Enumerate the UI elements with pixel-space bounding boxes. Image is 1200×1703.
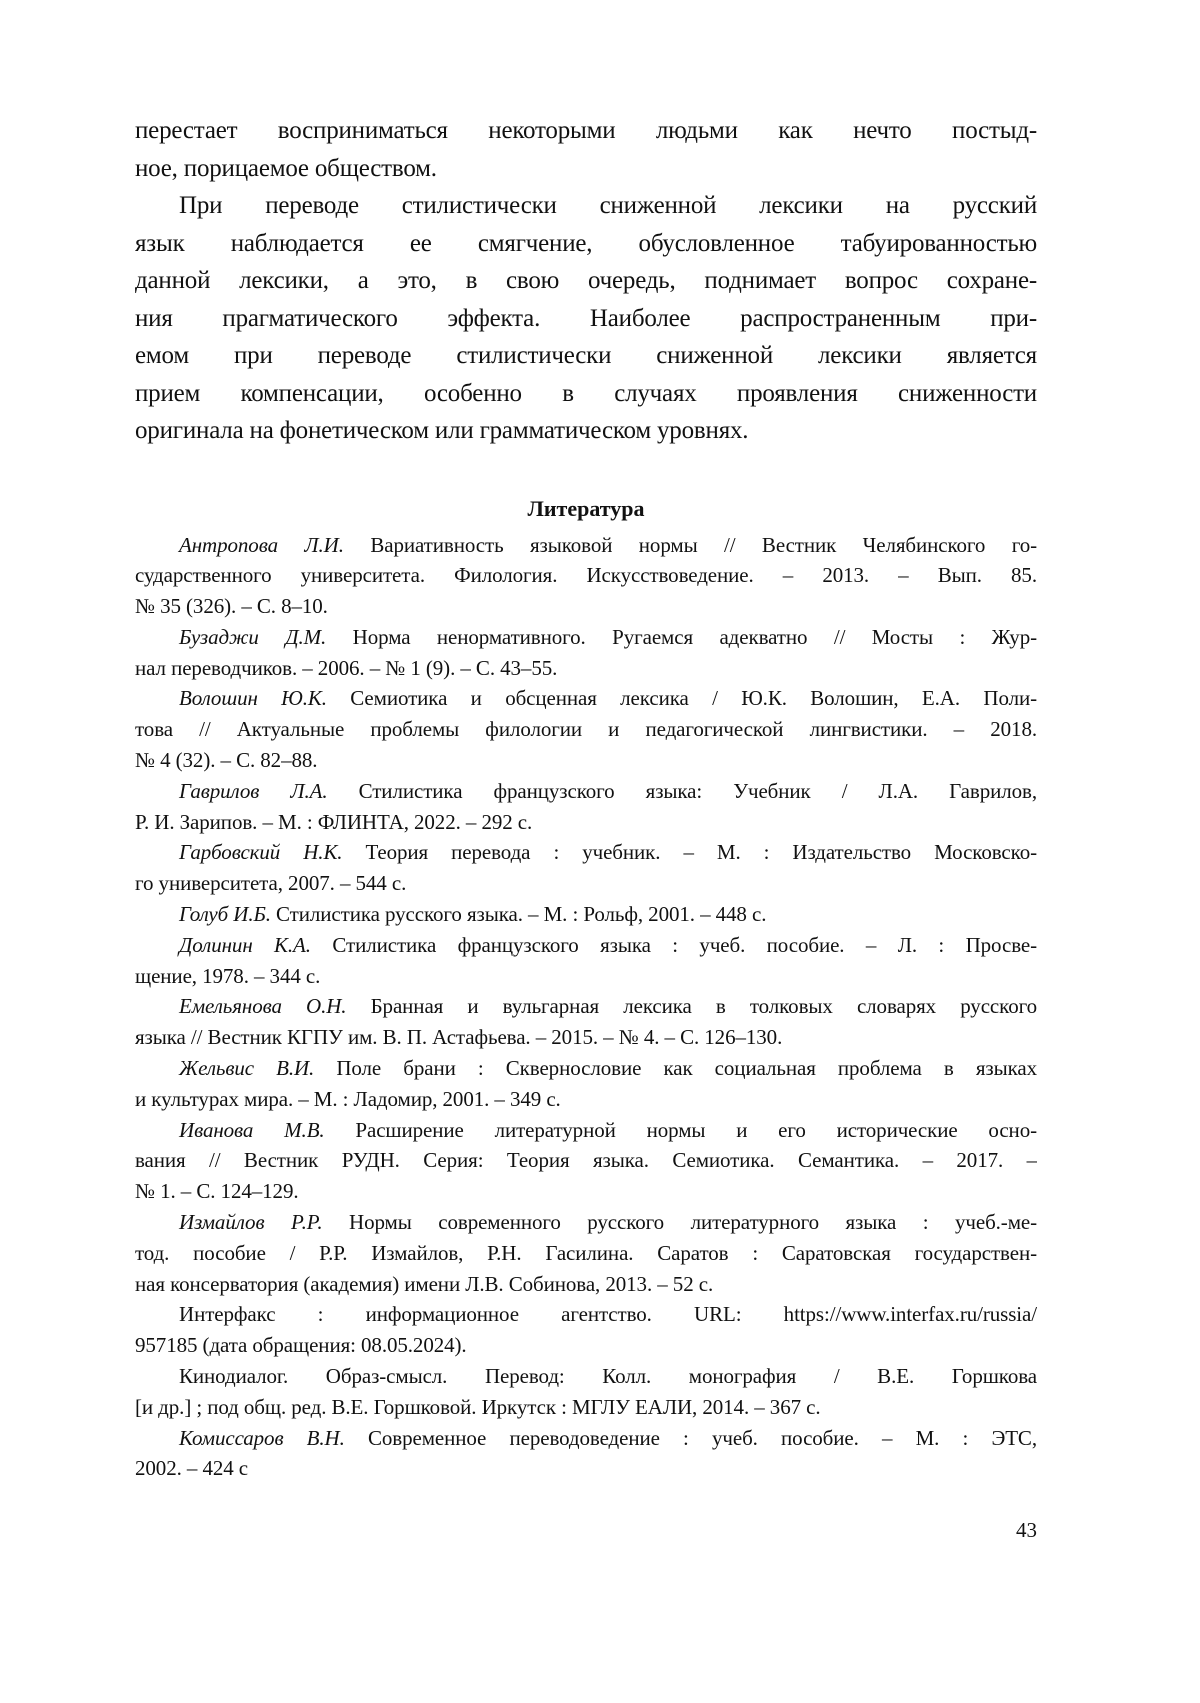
bibliography-entry: [135, 991, 1037, 1053]
entry-text: Норма ненормативного. Ругаемся адекватно // Мосты : Жур-: [326, 624, 1037, 649]
entry-line: [и др.] ; под общ. ред. В.Е. Горшковой. Иркутск : МГЛУ ЕАЛИ, 2014. – 367 с.: [135, 1394, 821, 1419]
entry-text: Семиотика и обсценная лексика / Ю.К. Волошин, Е.А. Поли-: [326, 686, 1037, 711]
entry-author: Жельвис В.И.: [179, 1056, 315, 1081]
entry-line: вания // Вестник РУДН. Серия: Теория языка. Семиотика. Семантика. – 2017. –: [135, 1148, 1037, 1173]
entry-text: Интерфакс : информационное агентство. URL: https://www.interfax.ru/russia/: [179, 1302, 1037, 1327]
entry-author: Комиссаров В.Н.: [179, 1425, 345, 1450]
entry-line: [135, 530, 1037, 561]
bibliography-entry: [135, 1053, 1037, 1115]
entry-line: [135, 1207, 1037, 1238]
entry-author: Иванова М.В.: [179, 1117, 325, 1142]
bibliography-entry: [135, 776, 1037, 838]
entry-text: Бранная и вульгарная лексика в толковых словарях русского: [346, 994, 1037, 1019]
entry-line: № 4 (32). – С. 82–88.: [135, 748, 318, 773]
bibliography-entry: [135, 1423, 1037, 1485]
entry-text: Теория перевода : учебник. – М. : Издательство Московско-: [342, 840, 1037, 865]
entry-line: [135, 1423, 1037, 1454]
entry-line: 957185 (дата обращения: 08.05.2024).: [135, 1333, 467, 1358]
paragraph-line: ния прагматического эффекта. Наиболее распространенным при-: [135, 304, 1037, 332]
paragraph-line: ное, порицаемое обществом.: [135, 154, 437, 182]
entry-text: Стилистика русского языка. – М. : Рольф, 2001. – 448 с.: [270, 902, 767, 927]
entry-line: [135, 683, 1037, 714]
entry-line: [135, 622, 1037, 653]
paragraph-line: оригинала на фонетическом или грамматическом уровнях.: [135, 417, 749, 444]
entry-line: ная консерватория (академия) имени Л.В. Собинова, 2013. – 52 с.: [135, 1271, 714, 1296]
paragraph-line: перестает восприниматься некоторыми людьми как нечто постыд-: [135, 117, 1037, 144]
entry-author: Волошин Ю.К.: [179, 686, 327, 711]
bibliography-entry: [135, 1361, 1037, 1423]
entry-author: Голуб И.Б.: [179, 902, 271, 927]
entry-line: сударственного университета. Филология. Искусствоведение. – 2013. – Вып. 85.: [135, 563, 1037, 588]
bibliography-entry: [135, 683, 1037, 775]
entry-text: Поле брани : Сквернословие как социальная проблема в языках: [314, 1056, 1037, 1081]
bibliography-entry: [135, 530, 1037, 622]
paragraph-line: данной лексики, а это, в свою очередь, поднимает вопрос сохране-: [135, 267, 1037, 294]
entry-line: това // Актуальные проблемы филологии и педагогической лингвистики. – 2018.: [135, 717, 1037, 742]
entry-text: Вариативность языковой нормы // Вестник Челябинского го-: [343, 532, 1037, 557]
entry-line: [135, 991, 1037, 1022]
entry-line: языка // Вестник КГПУ им. В. П. Астафьева. – 2015. – № 4. – С. 126–130.: [135, 1025, 783, 1050]
bibliography-entry: [135, 622, 1037, 684]
entry-line: № 1. – С. 124–129.: [135, 1179, 299, 1204]
entry-line: 2002. – 424 с: [135, 1456, 249, 1481]
entry-line: [135, 1115, 1037, 1146]
entry-author: Гарбовский Н.К.: [179, 840, 343, 865]
body-paragraph: [135, 187, 1037, 450]
bibliography-entry: [135, 1207, 1037, 1299]
entry-text: Кинодиалог. Образ-смысл. Перевод: Колл. монография / В.Е. Горшкова: [179, 1364, 1037, 1389]
bibliography-list: [135, 530, 1037, 1485]
bibliography-heading: Литература: [527, 495, 645, 521]
entry-author: Антропова Л.И.: [179, 532, 344, 557]
entry-text: Расширение литературной нормы и его исторические осно-: [324, 1117, 1037, 1142]
entry-author: Бузаджи Д.М.: [179, 624, 327, 649]
entry-line: [135, 776, 1037, 807]
text-block: [135, 112, 1037, 1484]
bibliography-entry: [135, 1299, 1037, 1361]
entry-text: Стилистика французского языка: Учебник / Л.А. Гаврилов,: [327, 778, 1037, 803]
entry-line: щение, 1978. – 344 с.: [135, 963, 321, 988]
entry-line: [135, 1361, 1037, 1392]
body-paragraph: [135, 112, 1037, 187]
entry-author: Измайлов Р.Р.: [179, 1210, 323, 1235]
bibliography-entry: [135, 930, 1037, 992]
bibliography-entry: [135, 1115, 1037, 1207]
paragraph-line: емом при переводе стилистически сниженной лексики является: [135, 342, 1037, 369]
page-number: 43: [1016, 1518, 1037, 1542]
paragraph-line: прием компенсации, особенно в случаях проявления сниженности: [135, 379, 1037, 407]
entry-author: Емельянова О.Н.: [179, 994, 347, 1019]
entry-line: го университета, 2007. – 544 с.: [135, 871, 407, 896]
entry-line: [135, 1053, 1037, 1084]
paragraph-line: язык наблюдается ее смягчение, обусловленное табуированностью: [135, 229, 1037, 257]
entry-line: нал переводчиков. – 2006. – № 1 (9). – С. 43–55.: [135, 655, 558, 680]
entry-line: и культурах мира. – М. : Ладомир, 2001. – 349 с.: [135, 1086, 561, 1111]
entry-line: [135, 1299, 1037, 1330]
entry-line: Р. И. Зарипов. – М. : ФЛИНТА, 2022. – 292 с.: [135, 809, 533, 834]
entry-author: Долинин К.А.: [179, 932, 311, 957]
entry-line: [135, 930, 1037, 961]
bibliography-entry: [135, 899, 1037, 930]
entry-line: тод. пособие / Р.Р. Измайлов, Р.Н. Гасилина. Саратов : Саратовская государствен-: [135, 1240, 1037, 1265]
entry-line: № 35 (326). – С. 8–10.: [135, 594, 328, 619]
entry-line: [135, 837, 1037, 868]
entry-author: Гаврилов Л.А.: [179, 778, 328, 803]
entry-text: Стилистика французского языка : учеб. пособие. – Л. : Просве-: [310, 932, 1037, 957]
paragraph-line: При переводе стилистически сниженной лексики на русский: [179, 192, 1037, 219]
entry-text: Современное переводоведение : учеб. пособие. – М. : ЭТС,: [344, 1425, 1037, 1450]
bibliography-entry: [135, 837, 1037, 899]
entry-text: Нормы современного русского литературного языка : учеб.-ме-: [322, 1210, 1037, 1235]
entry-line: [135, 899, 1037, 930]
